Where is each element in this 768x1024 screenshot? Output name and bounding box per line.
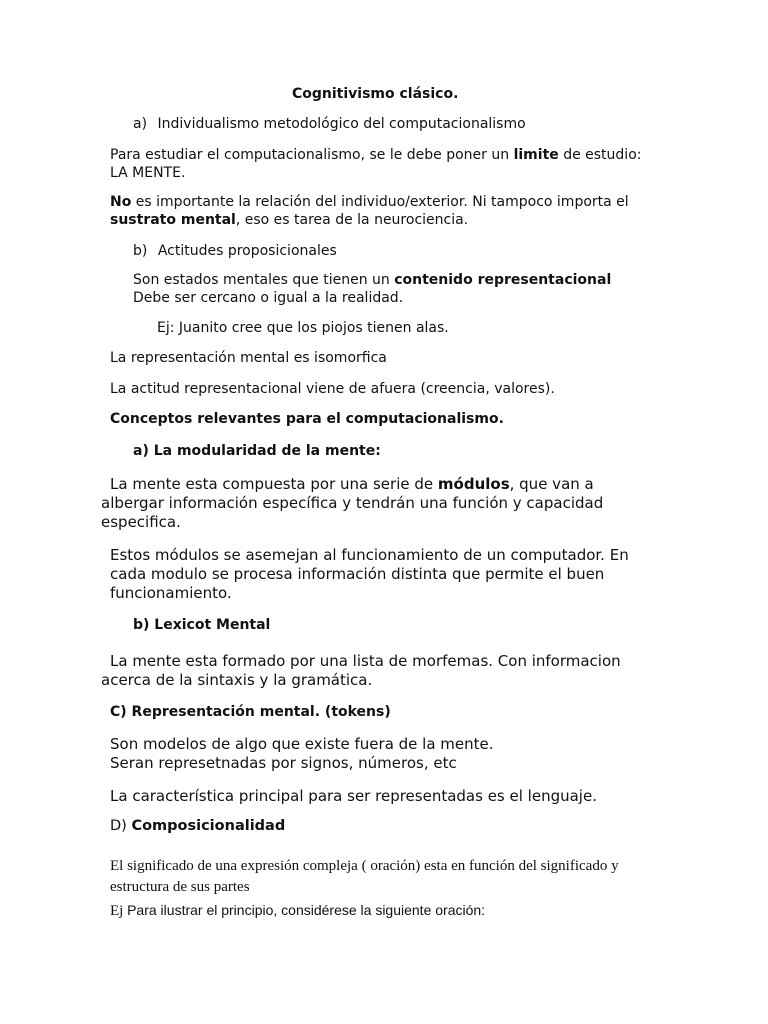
paragraph-line: Estos módulos se asemejan al funcionamiento de un computador. En [110, 546, 629, 564]
paragraph [110, 147, 641, 163]
paragraph [110, 194, 629, 210]
text-span: , eso es tarea de la neurociencia. [235, 212, 469, 228]
bold-span: limite [513, 147, 559, 163]
list-text: Individualismo metodológico del computacionalismo [157, 116, 526, 132]
bold-span: módulos [437, 475, 510, 493]
paragraph-line: LA MENTE. [110, 165, 186, 181]
list-text: Actitudes proposicionales [157, 243, 337, 259]
text-span: es importante la relación del individuo/exterior. Ni tampoco importa el [131, 194, 629, 210]
paragraph-line: albergar información específica y tendrán una función y capacidad [101, 494, 604, 512]
paragraph-line: Debe ser cercano o igual a la realidad. [133, 290, 404, 306]
document-title: Cognitivismo clásico. [292, 86, 459, 102]
text-span: D) [110, 818, 132, 834]
bold-span: contenido representacional [394, 272, 612, 288]
paragraph: La actitud representacional viene de afuera (creencia, valores). [110, 381, 555, 397]
list-label: b) [133, 243, 148, 259]
subsection-heading [110, 818, 285, 834]
bold-span: No [110, 194, 132, 210]
paragraph: La característica principal para ser representadas es el lenguaje. [110, 787, 597, 805]
list-item-a [133, 116, 526, 132]
paragraph-line: especifica. [101, 513, 181, 531]
paragraph [110, 900, 485, 920]
paragraph-line [110, 212, 468, 228]
paragraph [133, 272, 611, 288]
text-span: La mente esta compuesta por una serie de [110, 475, 438, 493]
bold-span: sustrato mental [110, 212, 236, 228]
example-line: Ej: Juanito cree que los piojos tienen alas. [157, 320, 449, 336]
text-span: de estudio: [558, 147, 642, 163]
paragraph [110, 475, 594, 493]
paragraph-line: El significado de una expresión compleja ( oración) esta en función del significado y [110, 858, 619, 874]
paragraph-line: acerca de la sintaxis y la gramática. [101, 671, 373, 689]
text-span: Ej [110, 903, 128, 919]
paragraph: La representación mental es isomorfica [110, 350, 387, 366]
list-item-b [133, 243, 337, 259]
text-span: Para ilustrar el principio, considérese la siguiente oración: [127, 902, 486, 918]
paragraph-line: estructura de sus partes [110, 879, 250, 895]
text-span: Para estudiar el computacionalismo, se le debe poner un [110, 147, 514, 163]
section-heading: Conceptos relevantes para el computacionalismo. [110, 411, 504, 427]
text-span: Son estados mentales que tienen un [133, 272, 395, 288]
subsection-heading: C) Representación mental. (tokens) [110, 704, 391, 720]
subsection-heading: a) La modularidad de la mente: [133, 443, 381, 459]
paragraph-line: funcionamiento. [110, 584, 232, 602]
paragraph-line: Seran represetnadas por signos, números, etc [110, 754, 457, 772]
bold-span: Composicionalidad [131, 818, 286, 834]
paragraph-line: cada modulo se procesa información distinta que permite el buen [110, 565, 605, 583]
list-label: a) [133, 116, 148, 132]
subsection-heading: b) Lexicot Mental [133, 617, 271, 633]
paragraph-line: La mente esta formado por una lista de morfemas. Con informacion [110, 652, 621, 670]
paragraph-line: Son modelos de algo que existe fuera de la mente. [110, 735, 494, 753]
text-span: , que van a [509, 475, 594, 493]
